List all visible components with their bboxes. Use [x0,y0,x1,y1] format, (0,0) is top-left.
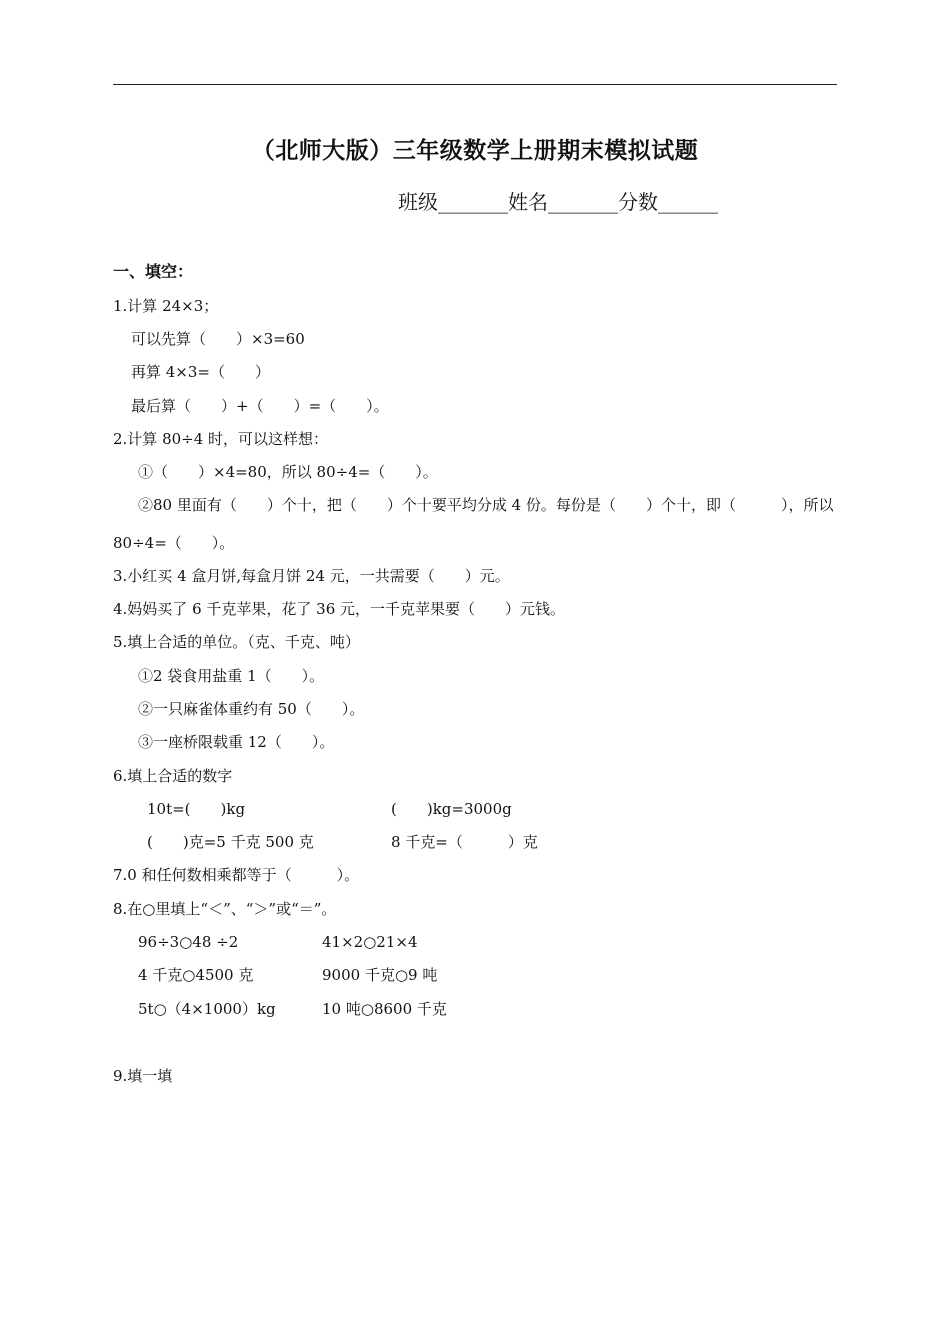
question-8-item-b1: 41×2○21×4 [322,933,418,951]
question-2-part-2-cont: 80÷4=（ ）。 [113,534,235,552]
question-8-item-a3: 5t○（4×1000）kg [138,1000,276,1018]
header-rule [113,84,837,85]
question-5-stem: 5.填上合适的单位。（克、千克、吨） [113,633,360,651]
question-8-item-b3: 10 吨○8600 千克 [322,1000,447,1018]
question-1-step-1: 可以先算（ ）×3=60 [131,330,305,348]
question-5-part-2: ②一只麻雀体重约有 50（ ）。 [138,700,365,718]
question-5-part-3: ③一座桥限载重 12（ ）。 [138,733,335,751]
question-8-stem: 8.在○里填上“＜”、“＞”或“＝”。 [113,900,337,918]
question-2-part-1: ①（ ）×4=80，所以 80÷4=（ ）。 [138,463,438,481]
section-heading: 一、填空： [113,262,194,281]
question-6-stem: 6.填上合适的数字 [113,767,233,785]
question-4: 4.妈妈买了 6 千克苹果，花了 36 元，一千克苹果要（ ）元钱。 [113,600,566,618]
student-info-line: 班级_______姓名_______分数______ [398,190,718,214]
question-7: 7.0 和任何数相乘都等于（ ）。 [113,866,360,884]
question-6-item-a2: ( )克=5 千克 500 克 [147,833,314,851]
question-8-item-a2: 4 千克○4500 克 [138,966,254,984]
question-6-item-b2: 8 千克=（ ）克 [391,833,538,851]
question-8-item-a1: 96÷3○48 ÷2 [138,933,239,951]
question-6-item-b1: ( )kg=3000g [391,800,512,818]
question-2-part-2: ②80 里面有（ ）个十，把（ ）个十要平均分成 4 份。每份是（ ）个十，即（ ），所以 [138,496,834,514]
question-8-item-b2: 9000 千克○9 吨 [322,966,438,984]
question-9: 9.填一填 [113,1067,173,1085]
question-1-stem: 1.计算 24×3； [113,297,219,315]
question-3: 3.小红买 4 盒月饼,每盒月饼 24 元，一共需要（ ）元。 [113,567,510,585]
question-1-step-2: 再算 4×3=（ ） [131,363,270,381]
question-2-stem: 2.计算 80÷4 时，可以这样想： [113,430,329,448]
page-title: （北师大版）三年级数学上册期末模拟试题 [251,138,699,164]
question-1-step-3: 最后算（ ）+（ ）=（ ）。 [131,397,389,415]
question-5-part-1: ①2 袋食用盐重 1（ ）。 [138,667,325,685]
question-6-item-a1: 10t=( )kg [147,800,246,818]
